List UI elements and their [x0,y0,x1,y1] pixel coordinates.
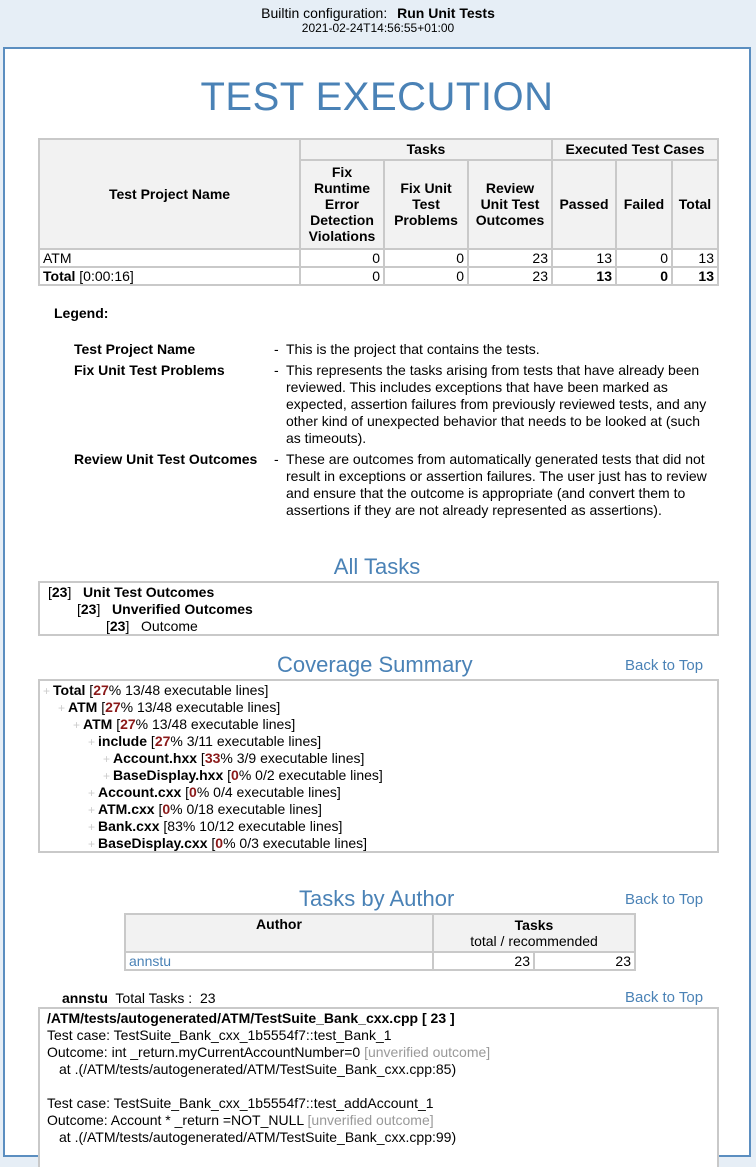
tasks-by-author-title: Tasks by Author [299,886,455,911]
coverage-name: Account.hxx [113,750,198,766]
col-review-header: Review Unit Test Outcomes [468,160,552,249]
file-icon: + [103,752,111,766]
coverage-detail: % 10/12 executable lines] [182,818,343,834]
coverage-item[interactable]: + Account.hxx [33% 3/9 executable lines] [103,750,365,766]
passed-cell: 13 [552,249,616,267]
tasks-header-label: Tasks [514,917,554,933]
task-tree-item[interactable]: [23] Unit Test Outcomes [48,584,215,600]
file-icon: + [88,803,96,817]
coverage-name: BaseDisplay.hxx [113,767,224,783]
test-case-line: Test case: TestSuite_Bank_cxx_1b5554f7::test_Bank_1 [47,1027,392,1043]
coverage-percent: 27 [105,699,121,715]
test-case-line: Test case: TestSuite_Bank_cxx_1b5554f7::test_addAccount_1 [47,1095,434,1111]
author-name: annstu [62,990,108,1006]
task-count: 23 [109,618,126,634]
legend-term: Review Unit Test Outcomes [74,451,258,467]
expand-icon[interactable]: + [88,735,96,749]
coverage-item[interactable]: + include [27% 3/11 executable lines] [88,733,322,749]
table-row [125,952,635,970]
coverage-percent: 33 [204,750,221,766]
review-cell: 23 [468,267,552,285]
col-fix-unit-header: Fix Unit Test Problems [384,160,468,249]
coverage-detail: % 3/11 executable lines] [170,733,322,749]
coverage-percent: 0 [189,784,197,800]
legend-heading: Legend: [54,305,109,321]
expand-icon[interactable]: + [43,684,51,698]
tasks-group-header: Tasks [300,139,552,160]
author-detail-header [62,990,216,1006]
failed-cell: 0 [616,249,672,267]
review-cell: 23 [468,249,552,267]
author-total-label: Total Tasks : [115,990,193,1006]
table-row [39,249,718,267]
coverage-percent: 0 [162,801,171,817]
executed-group-header: Executed Test Cases [552,139,718,160]
legend-desc: These are outcomes from automatically generated tests that did not result in exceptions or assertion failures. The user just has to review and ensure that the outcome is appropriate (and convert them to assertions if they are not already represented as assertions). [286,451,707,518]
coverage-detail: % 0/2 executable lines] [238,767,383,783]
file-path[interactable]: /ATM/tests/autogenerated/ATM/TestSuite_Bank_cxx.cpp [47,1010,419,1026]
coverage-name: BaseDisplay.cxx [98,835,208,851]
file-icon: + [103,769,111,783]
task-label: Unverified Outcomes [112,601,253,617]
outcome-tag: [unverified outcome] [307,1112,434,1128]
report-body [3,47,751,1157]
file-icon: + [88,820,96,834]
report-timestamp: 2021-02-24T14:56:55+01:00 [301,21,455,35]
col-fix-runtime-header: Fix Runtime Error Detection Violations [300,160,384,249]
total-label-cell [39,267,300,285]
coverage-item[interactable]: + ATM [27% 13/48 executable lines] [73,716,296,732]
coverage-name: Bank.cxx [98,818,160,834]
config-name: Run Unit Tests [397,5,495,21]
outcome-text: Outcome: int _return.myCurrentAccountNumber=0 [47,1044,361,1060]
config-label: Builtin configuration: [261,5,388,21]
author-detail-box [38,1007,719,1167]
outcome-text: Outcome: Account * _return =NOT_NULL [47,1112,304,1128]
tasks-header-sub: total / recommended [470,933,598,949]
coverage-percent: 0 [215,835,224,851]
fix-runtime-cell: 0 [300,267,384,285]
back-to-top-link[interactable]: Back to Top [625,891,704,908]
coverage-name: ATM [68,699,98,715]
outcome-line [47,1044,490,1061]
outcome-line [47,1112,434,1129]
total-row [39,267,718,285]
total-label: Total [43,268,76,284]
col-tasks-header [433,914,635,952]
coverage-title: Coverage Summary [277,652,473,677]
task-label: Outcome [141,618,198,634]
legend-dash: - [274,362,279,378]
col-failed-header: Failed [616,160,672,249]
coverage-detail: % 0/3 executable lines] [223,835,368,851]
fix-runtime-cell: 0 [300,249,384,267]
coverage-name: ATM [83,716,113,732]
file-header: /ATM/tests/autogenerated/ATM/TestSuite_Bank_cxx.cpp [ 23 ] [47,1010,455,1026]
task-count: 23 [51,584,68,600]
coverage-percent: 0 [231,767,239,783]
file-count: 23 [430,1010,447,1026]
expand-icon[interactable]: + [73,718,81,732]
coverage-percent: 83 [167,818,183,834]
col-project-header: Test Project Name [39,139,300,249]
coverage-name: ATM.cxx [98,801,155,817]
coverage-detail: % 13/48 executable lines] [108,682,269,698]
coverage-item[interactable]: + Account.cxx [0% 0/4 executable lines] [88,784,341,800]
passed-cell: 13 [552,267,616,285]
coverage-detail: % 13/48 executable lines] [120,699,281,715]
coverage-item[interactable]: + ATM.cxx [0% 0/18 executable lines] [88,801,322,817]
coverage-detail: % 0/4 executable lines] [196,784,341,800]
outcome-tag: [unverified outcome] [364,1044,491,1060]
legend-desc: This represents the tasks arising from tests that have already been reviewed. This includes exceptions that have been marked as expected, assertion failures from previously reviewed tests, and any other kind of unexpected behavior that needs to be looked at (such as timeouts). [286,362,707,446]
task-tree-item[interactable]: [23] Outcome [106,618,198,634]
coverage-item[interactable]: + ATM [27% 13/48 executable lines] [58,699,281,715]
coverage-name: Account.cxx [98,784,182,800]
task-count: 23 [80,601,97,617]
col-passed-header: Passed [552,160,616,249]
file-icon: + [88,786,96,800]
legend-desc: This is the project that contains the tests. [286,341,540,357]
coverage-percent: 27 [93,682,109,698]
location-line[interactable]: at .(/ATM/tests/autogenerated/ATM/TestSuite_Bank_cxx.cpp:85) [59,1061,457,1077]
all-tasks-title: All Tasks [333,554,421,579]
coverage-name: include [98,733,148,749]
back-to-top-link[interactable]: Back to Top [625,989,704,1006]
location-line[interactable]: at .(/ATM/tests/autogenerated/ATM/TestSuite_Bank_cxx.cpp:99) [59,1129,457,1145]
config-line [0,5,756,21]
total-cell: 13 [672,267,718,285]
author-recommended-cell: 23 [534,952,635,970]
failed-cell: 0 [616,267,672,285]
expand-icon[interactable]: + [58,701,66,715]
summary-table [38,138,719,286]
coverage-detail: % 3/9 executable lines] [220,750,365,766]
coverage-item[interactable]: + BaseDisplay.cxx [0% 0/3 executable lines] [88,835,368,851]
all-tasks-box [38,581,719,636]
coverage-detail: % 0/18 executable lines] [170,801,322,817]
fix-unit-cell: 0 [384,249,468,267]
legend-dash: - [274,341,279,357]
coverage-percent: 27 [154,733,171,749]
author-table [124,913,636,971]
coverage-item[interactable]: + BaseDisplay.hxx [0% 0/2 executable lines] [103,767,383,783]
project-name-cell: ATM [39,249,300,267]
coverage-percent: 27 [120,716,136,732]
file-icon: + [88,837,96,851]
coverage-item[interactable]: + Bank.cxx [83% 10/12 executable lines] [88,818,343,834]
total-time: [0:00:16] [79,268,134,284]
legend-term: Fix Unit Test Problems [74,362,225,378]
author-total-cell: 23 [433,952,534,970]
col-total-header: Total [672,160,718,249]
total-cell: 13 [672,249,718,267]
coverage-box [38,679,719,853]
task-tree-item[interactable]: [23] Unverified Outcomes [77,601,253,617]
author-link[interactable]: annstu [125,952,433,970]
coverage-detail: % 13/48 executable lines] [135,716,296,732]
col-author-header: Author [125,914,433,952]
back-to-top-link[interactable]: Back to Top [625,657,704,674]
author-total-value: 23 [199,990,216,1006]
coverage-name: Total [53,682,86,698]
report-header [0,0,756,44]
page-title: TEST EXECUTION [200,75,554,119]
fix-unit-cell: 0 [384,267,468,285]
coverage-item[interactable]: + Total [27% 13/48 executable lines] [43,682,269,698]
legend-term: Test Project Name [74,341,196,357]
task-label: Unit Test Outcomes [83,584,215,600]
legend-dash: - [274,451,279,467]
